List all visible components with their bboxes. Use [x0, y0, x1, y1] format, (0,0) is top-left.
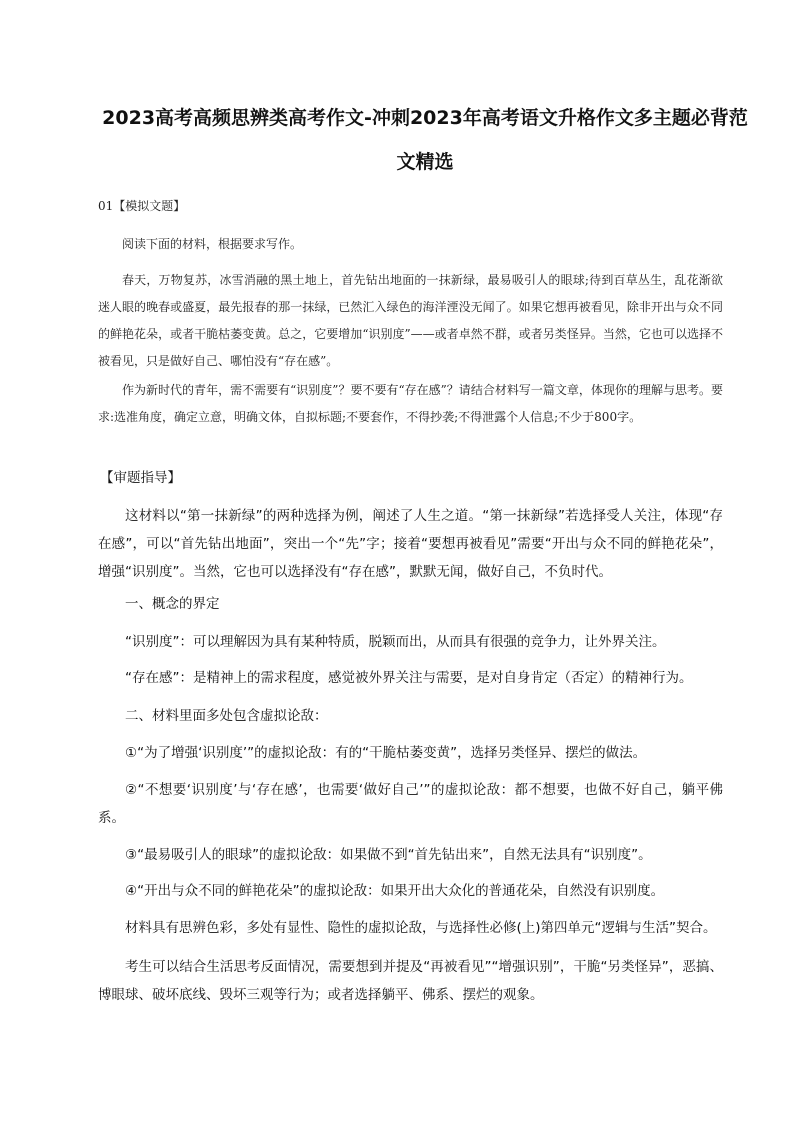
concept-presence: “存在感”：是精神上的需求程度，感觉被外界关注与需要，是对自身肯定（否定）的精神行为。 — [125, 670, 693, 686]
virtual-opponent-1: ①“为了增强‘识别度’”的虚拟论敌：有的“干脆枯萎变黄”，选择另类怪异、摆烂的做法。 — [125, 745, 647, 761]
concept-heading: 一、概念的界定 — [125, 596, 220, 612]
prompt-question: 作为新时代的青年，需不需要有“识别度”？要不要有“存在感”？请结合材料写一篇文章，体现你的理解与思考。要求:选准角度，确定立意，明确文体，自拟标题;不要套作，不得抄袭;不得泄露个人信息;不少于800字。 — [98, 383, 723, 424]
prompt-intro: 阅读下面的材料，根据要求写作。 — [122, 237, 303, 251]
guide-closing: 考生可以结合生活思考反面情况，需要想到并提及“再被看见”“增强识别”，干脆“另类怪异”，恶搞、博眼球、破坏底线、毁坏三观等行为；或者选择躺平、佛系、摆烂的观象。 — [98, 959, 723, 1003]
virtual-opponent-4: ④“开出与众不同的鲜艳花朵”的虚拟论敌：如果开出大众化的普通花朵，自然没有识别度。 — [125, 883, 665, 899]
guide-overview: 这材料以“第一抹新绿”的两种选择为例，阐述了人生之道。“第一抹新绿”若选择受人关注，体现“存在感”，可以“首先钻出地面”，突出一个“先”字；接着“要想再被看见”需要“开出与众不同的鲜艳花朵”，增强“识别度”。当然，它也可以选择没有“存在感”，默默无闻，做好自己，不负时代。 — [98, 508, 723, 580]
document-title: 2023高考高频思辨类高考作文-冲刺2023年高考语文升格作文多主题必背范文精选 — [102, 107, 748, 173]
concept-recognition: “识别度”：可以理解因为具有某种特质，脱颖而出，从而具有很强的竞争力，让外界关注。 — [125, 634, 666, 650]
guide-summary: 材料具有思辨色彩，多处有显性、隐性的虚拟论敌，与选择性必修(上)第四单元“逻辑与生活”契合。 — [125, 920, 717, 936]
section-label: 01【模拟文题】 — [98, 199, 186, 213]
virtual-opponent-2: ②“不想要‘识别度’与‘存在感’，也需要‘做好自己’”的虚拟论敌：都不想要，也做不好自己，躺平佛系。 — [98, 782, 723, 826]
virtual-opponents-heading: 二、材料里面多处包含虚拟论敌： — [125, 708, 328, 724]
prompt-material: 春天，万物复苏，冰雪消融的黑土地上，首先钻出地面的一抹新绿，最易吸引人的眼球;待到百草丛生，乱花渐欲迷人眼的晚春或盛夏，最先报春的那一抹绿，已然汇入绿色的海洋湮没无闻了。如果它想再被看见，除非开出与众不同的鲜艳花朵，或者干脆枯萎变黄。总之，它要增加“识别度”——或者卓然不群，或者另类怪异。当然，它也可以选择不被看见，只是做好自己、哪怕没有“存在感”。 — [98, 273, 723, 368]
virtual-opponent-3: ③“最易吸引人的眼球”的虚拟论敌：如果做不到“首先钻出来”，自然无法具有“识别度”。 — [125, 847, 652, 863]
guide-heading: 【审题指导】 — [100, 470, 181, 486]
